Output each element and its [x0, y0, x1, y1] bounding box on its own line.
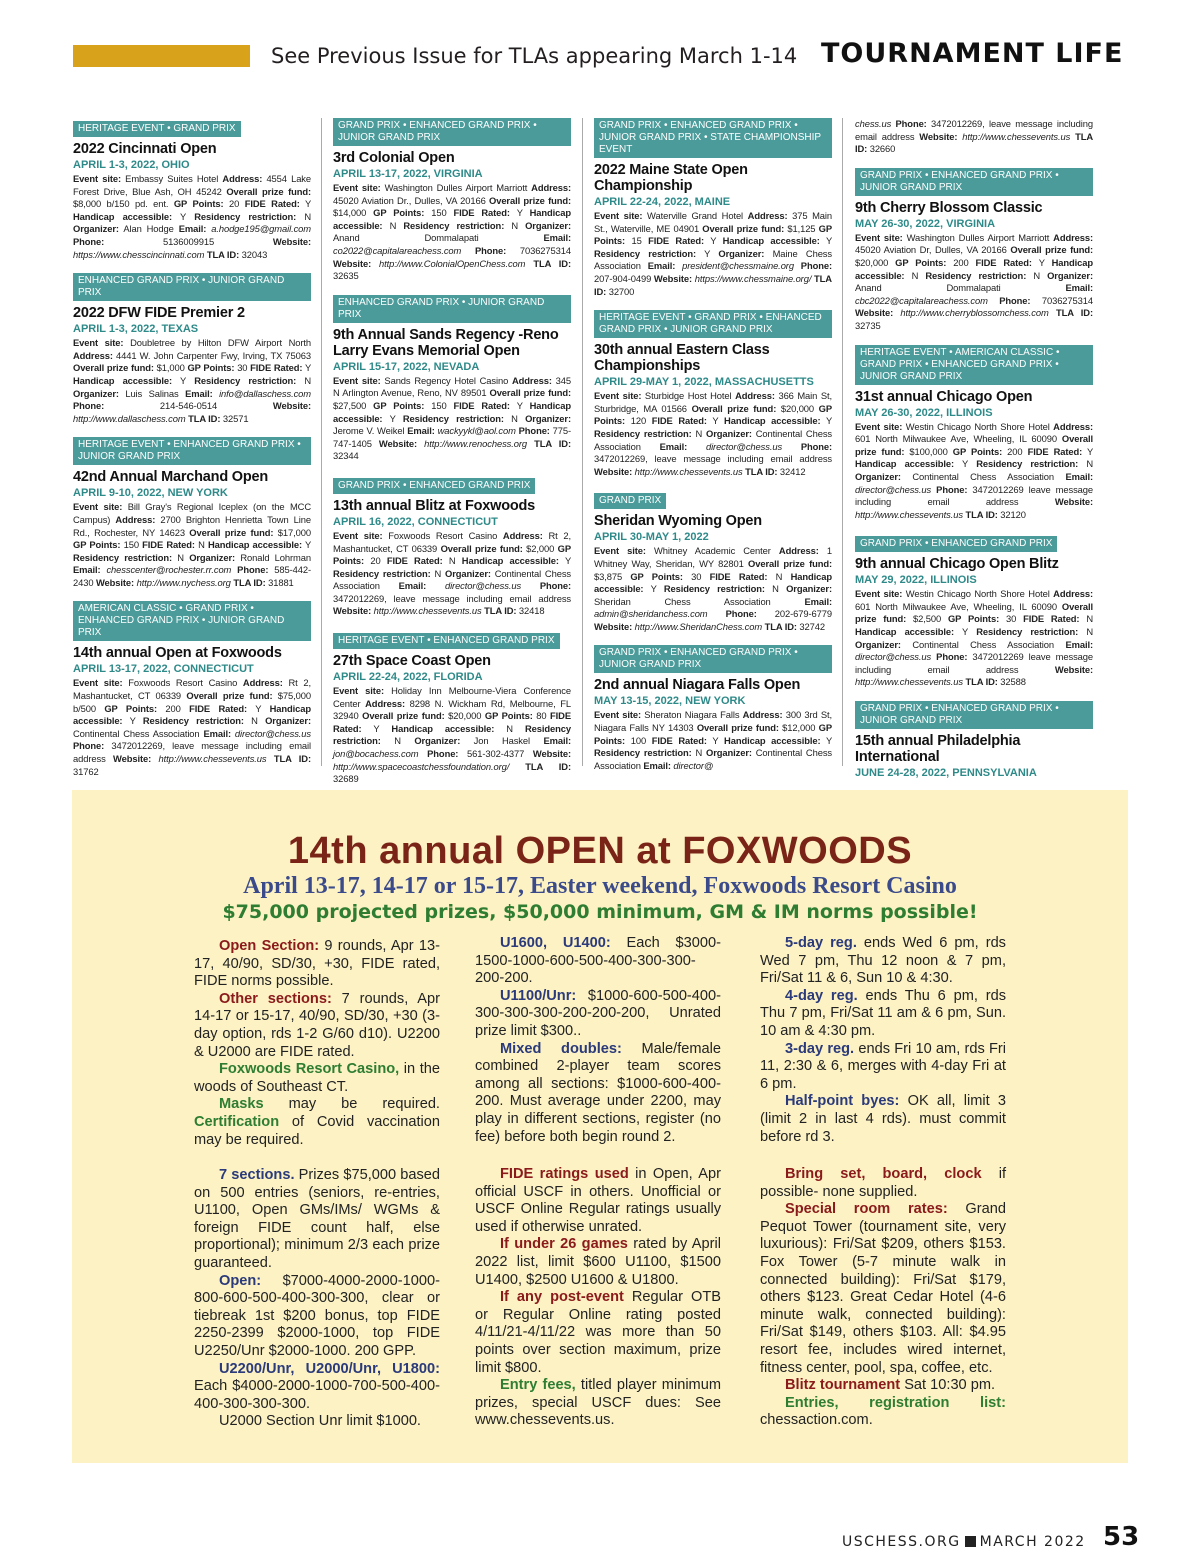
tla-listing — [333, 630, 571, 786]
tla-date: APRIL 1-3, 2022, TEXAS — [73, 323, 199, 336]
column-divider — [321, 118, 322, 766]
tla-date: APRIL 1-3, 2022, OHIO — [73, 159, 190, 171]
tla-title: 27th Space Coast Open — [333, 653, 491, 670]
tla-listing — [855, 701, 1093, 780]
tla-date: MAY 26-30, 2022, ILLINOIS — [855, 406, 993, 419]
footer-issue — [842, 1534, 1086, 1550]
tla-tags: HERITAGE EVENT • GRAND PRIX • ENHANCED GRAND PRIX • JUNIOR GRAND PRIX — [594, 310, 832, 338]
tla-date: APRIL 30-MAY 1, 2022 — [594, 531, 709, 544]
tla-tags: HERITAGE EVENT • GRAND PRIX — [73, 121, 241, 137]
tla-details: Event site: Waterville Grand Hotel Address: 375 Main St., Waterville, ME 04901 Overall prize fund: $1,125 GP Points: 15 FIDE Rated: Y Handicap accessible: Y Residency restriction: Y Organizer: Maine Chess Association Email: president@chessmaine.org Phone: 207-904-0499 Website: https://www.chessmaine.org/ TLA ID: 32700 — [594, 210, 833, 297]
tla-column-3 — [594, 118, 832, 784]
tla-title: 31st annual Chicago Open — [855, 388, 1033, 405]
tla-tags: HERITAGE EVENT • ENHANCED GRAND PRIX • JUNIOR GRAND PRIX — [73, 437, 311, 465]
tla-listing — [333, 295, 571, 463]
tla-details: Event site: Holiday Inn Melbourne-Viera Conference Center Address: 8298 N. Wickham Rd, Melbourne, FL 32940 Overall prize fund: $20,000 GP Points: 80 FIDE Rated: Y Handicap accessible: N Residency restriction: N Organizer: Jon Haskel Email: jon@bocachess.com Phone: 561-302-4377 Website: http://www.spacecoastchessfoundation.org/ TLA ID: 32689 — [333, 685, 572, 785]
ad-title: 14th annual OPEN at FOXWOODS — [287, 830, 913, 872]
tla-listing — [73, 273, 311, 425]
tla-tags: GRAND PRIX • ENHANCED GRAND PRIX — [333, 478, 535, 494]
tla-listing — [73, 437, 311, 589]
tla-date: JUNE 24-28, 2022, PENNSYLVANIA — [855, 767, 1037, 780]
tla-date: APRIL 9-10, 2022, NEW YORK — [73, 487, 228, 500]
tla-title: 9th Cherry Blossom Classic — [855, 199, 1043, 216]
tla-date: APRIL 15-17, 2022, NEVADA — [333, 360, 480, 373]
tla-listing — [855, 118, 1093, 156]
tla-details: Event site: Westin Chicago North Shore Hotel Address: 601 North Milwaukee Ave, Wheeling, IL 60090 Overall prize fund: $2,500 GP Points: 30 FIDE Rated: N Handicap accessible: Y Residency restriction: N Organizer: Continental Chess Association Email: director@chess.us Phone: 3472012269 leave message including email address Website: http://www.chessevents.us TLA ID: 32588 — [855, 588, 1094, 688]
tla-title: 30th annual Eastern Class Championships — [594, 342, 770, 375]
tla-details: Event site: Sands Regency Hotel Casino Address: 345 N Arlington Avenue, Reno, NV 89501 Overall prize fund: $27,500 GP Points: 150 FIDE Rated: Y Handicap accessible: Y Residency restriction: N Organizer: Jerome V. Weikel Email: wackyykl@aol.com Phone: 775-747-1405 Website: http://www.renochess.org TLA ID: 32344 — [333, 374, 572, 462]
tla-details: Event site: Embassy Suites Hotel Address: 4554 Lake Forest Drive, Blue Ash, OH 45242 Overall prize fund: $8,000 b/150 pd. ent. GP Points: 20 FIDE Rated: Y Handicap accessible: Y Residency restriction: N Organizer: Alan Hodge Email: a.hodge195@gmail.com Phone: 5136009915 Website: https://www.chesscincinnati.com TLA ID: 32043 — [73, 173, 312, 260]
ad-col3-bottom: Bring set, board, clock if possible- none supplied. Special room rates: Grand Pequot Tower (tournament site, very luxurious): Fri/Sat $209, others $153. Fox Tower (5-7 minute walk in connected building): Fri/Sat $179, others $123. Great Cedar Hotel (4-6 minute walk, connected building): Fri/Sat $149, others $103. All: $4.95 resort fee, includes wired internet, fitness center, pool, spa, coffee, etc. Blitz tournament Sat 10:30 pm. Entries, registration list: chessaction.com. — [760, 1166, 1006, 1429]
tla-date: APRIL 22-24, 2022, MAINE — [594, 196, 731, 208]
tla-tags: GRAND PRIX • ENHANCED GRAND PRIX • JUNIOR GRAND PRIX — [855, 701, 1093, 729]
tla-details: Event site: Washington Dulles Airport Marriott Address: 45020 Aviation Dr, Dulles, VA 20166 Overall prize fund: $20,000 GP Points: 200 FIDE Rated: Y Handicap accessible: N Residency restriction: N Organizer: Anand Dommalapati Email: cbc2022@capitalareachess.com Phone: 7036275314 Website: http://www.cherryblossomchess.com TLA ID: 32735 — [855, 231, 1094, 331]
tla-date: APRIL 29-MAY 1, 2022, MASSACHUSETTS — [594, 376, 814, 389]
tla-details: Event site: Bill Gray's Regional Iceplex (on the MCC Campus) Address: 2700 Brighton Henrietta Town Line Rd., Rochester, NY 14623 Overall prize fund: $17,000 GP Points: 150 FIDE Rated: N Handicap accessible: Y Residency restriction: N Organizer: Ronald Lohrman Email: chesscenter@rochester.rr.com Phone: 585-442-2430 Website: http://www.nychess.org TLA ID: 31881 — [73, 501, 312, 588]
tla-tags: ENHANCED GRAND PRIX • JUNIOR GRAND PRIX — [73, 273, 311, 301]
ad-col3-top: 5-day reg. ends Wed 6 pm, rds Wed 7 pm, Thu 12 noon & 7 pm, Fri/Sat 11 & 6, Sun 10 & 4:30. 4-day reg. ends Thu 6 pm, rds Thu 7 pm, Fri/Sat 11 am & 6 pm, Sun. 10 am & 4:30 pm. 3-day reg. ends Fri 10 am, rds Fri 11, 2:30 & 6, merges with 4-day Fri at 6 pm. Half-point byes: OK all, limit 3 (limit 2 in last 4 rds). must commit before rd 3. — [760, 935, 1007, 1145]
tla-details: Event site: Whitney Academic Center Address: 1 Whitney Way, Sheridan, WY 82801 Overall prize fund: $3,875 GP Points: 30 FIDE Rated: N Handicap accessible: Y Residency restriction: N Organizer: Sheridan Chess Association Email: admin@sheridanchess.com Phone: 202-679-6779 Website: http://www.SheridanChess.com TLA ID: 32742 — [594, 545, 833, 632]
tla-listing — [333, 118, 571, 283]
header-accent-bar — [73, 45, 250, 67]
tla-column-2 — [333, 118, 571, 798]
tla-details: Event site: Foxwoods Resort Casino Address: Rt 2, Mashantucket, CT 06339 Overall prize fund: $75,000 b/500 GP Points: 200 FIDE Rated: Y Handicap accessible: Y Residency restriction: N Organizer: Continental Chess Association Email: director@chess.us Phone: 3472012269, leave message including email address Website: http://www.chessevents.us TLA ID: 31762 — [73, 677, 312, 777]
square-bullet-icon — [965, 1536, 976, 1547]
ad-prize-line: $75,000 projected prizes, $50,000 minimum, GM & IM norms possible! — [222, 901, 978, 923]
tla-listing — [594, 118, 832, 298]
tla-listing — [333, 475, 571, 618]
ad-col2-top: U1600, U1400: Each $3000-1500-1000-600-500-400-300-300-200-200. U1100/Unr: $1000-600-500-400-300-300-300-200-200-200, Unrated prize limit $300.. Mixed doubles: Male/female combined 2-player team scores among all sections: $1000-600-400-200. Must average under 2200, may play in different sections, register (no fee) before both begin round 2. — [475, 935, 722, 1145]
tla-title: 9th Annual Sands Regency -Reno Larry Evans Memorial Open — [333, 326, 559, 359]
tla-listing — [594, 310, 832, 478]
tla-date: MAY 26-30, 2022, VIRGINIA — [855, 217, 996, 230]
tla-details: Event site: Sturbidge Host Hotel Address: 366 Main St, Sturbridge, MA 01566 Overall prize fund: $20,000 GP Points: 120 FIDE Rated: Y Handicap accessible: Y Residency restriction: N Organizer: Continental Chess Association Email: director@chess.us Phone: 3472012269, leave message including email address Website: http://www.chessevents.us TLA ID: 32412 — [594, 390, 833, 477]
tla-listing — [855, 533, 1093, 689]
tla-listing — [855, 168, 1093, 333]
footer-website: USCHESS.ORG — [842, 1534, 961, 1550]
tla-tags: GRAND PRIX • ENHANCED GRAND PRIX • JUNIOR GRAND PRIX — [594, 645, 832, 673]
ad-subtitle: April 13-17, 14-17 or 15-17, Easter weekend, Foxwoods Resort Casino — [243, 873, 957, 899]
tla-title: 9th annual Chicago Open Blitz — [855, 556, 1059, 573]
tla-date: MAY 29, 2022, ILLINOIS — [855, 574, 977, 587]
tla-title: 15th annual Philadelphia International — [855, 733, 1021, 766]
tla-title: 2022 Cincinnati Open — [73, 141, 217, 157]
tla-title: 13th annual Blitz at Foxwoods — [333, 497, 536, 514]
tla-tags: GRAND PRIX • ENHANCED GRAND PRIX • JUNIOR GRAND PRIX — [855, 168, 1093, 196]
tla-tags: AMERICAN CLASSIC • GRAND PRIX • ENHANCED GRAND PRIX • JUNIOR GRAND PRIX — [73, 601, 311, 641]
tla-title: 3rd Colonial Open — [333, 150, 455, 166]
tla-tags: HERITAGE EVENT • ENHANCED GRAND PRIX — [333, 633, 560, 649]
tla-listing — [594, 645, 832, 772]
tla-date: APRIL 16, 2022, CONNECTICUT — [333, 515, 498, 528]
column-divider — [842, 118, 843, 766]
tla-title: 2022 DFW FIDE Premier 2 — [73, 305, 245, 322]
tla-details: Event site: Sheraton Niagara Falls Address: 300 3rd St, Niagara Falls NY 14303 Overall prize fund: $12,000 GP Points: 100 FIDE Rated: Y Handicap accessible: Y Residency restriction: N Organizer: Continental Chess Association Email: director@ — [594, 709, 833, 771]
tla-date: MAY 13-15, 2022, NEW YORK — [594, 695, 746, 708]
section-title: TOURNAMENT LIFE — [821, 38, 1124, 69]
ad-col2-bottom: FIDE ratings used in Open, Apr official USCF in others. Unofficial or USCF Online Regular ratings usually used if otherwise unrated. If under 26 games rated by April 2022 list, limit $600 U1100, $1500 U1400, $2500 U1600 & U1800. If any post-event Regular OTB or Regular Online rating posted 4/11/21-4/11/22 was more than 50 points over section maximum, prize limit $800. Entry fees, titled player minimum prizes, special USCF dues: See www.chessevents.us. — [475, 1166, 722, 1429]
tla-listing — [594, 490, 832, 633]
tla-tags: GRAND PRIX • ENHANCED GRAND PRIX • JUNIOR GRAND PRIX • STATE CHAMPIONSHIP EVENT — [594, 118, 832, 158]
tla-date: APRIL 13-17, 2022, CONNECTICUT — [73, 663, 254, 676]
tla-details: Event site: Foxwoods Resort Casino Address: Rt 2, Mashantucket, CT 06339 Overall prize fund: $2,000 GP Points: 20 FIDE Rated: N Handicap accessible: Y Residency restriction: N Organizer: Continental Chess Association Email: director@chess.us Phone: 3472012269, leave message including email address Website: http://www.chessevents.us TLA ID: 32418 — [333, 529, 571, 617]
tla-title: 14th annual Open at Foxwoods — [73, 645, 282, 662]
tla-listing — [73, 118, 311, 261]
tla-column-4 — [855, 118, 1093, 792]
tla-tags: GRAND PRIX — [594, 493, 666, 509]
tla-listing — [73, 601, 311, 778]
column-divider — [582, 118, 583, 766]
tla-tags: GRAND PRIX • ENHANCED GRAND PRIX • JUNIOR GRAND PRIX — [333, 118, 571, 146]
tla-listing — [855, 345, 1093, 522]
tla-tags: HERITAGE EVENT • AMERICAN CLASSIC • GRAND PRIX • ENHANCED GRAND PRIX • JUNIOR GRAND PRIX — [855, 345, 1093, 385]
tla-details: Event site: Doubletree by Hilton DFW Airport North Address: 4441 W. John Carpenter Fwy, Irving, TX 75063 Overall prize fund: $1,000 GP Points: 30 FIDE Rated: Y Handicap accessible: Y Residency restriction: N Organizer: Luis Salinas Email: info@dallaschess.com Phone: 214-546-0514 Website: http://www.dallaschess.com TLA ID: 32571 — [73, 337, 312, 424]
tla-title: 2022 Maine State Open Championship — [594, 162, 748, 194]
tla-title: Sheridan Wyoming Open — [594, 513, 762, 530]
tla-tags: ENHANCED GRAND PRIX • JUNIOR GRAND PRIX — [333, 295, 571, 323]
foxwoods-advertisement — [72, 790, 1128, 1463]
header-note: See Previous Issue for TLAs appearing March 1-14 — [271, 44, 798, 68]
tla-details: chess.us Phone: 3472012269, leave message including email address Website: http://www.chessevents.us TLA ID: 32660 — [855, 118, 1093, 155]
ad-col1-top: Open Section: 9 rounds, Apr 13-17, 40/90, SD/30, +30, FIDE rated, FIDE norms possible. Other sections: 7 rounds, Apr 14-17 or 15-17, 40/90, SD/30, +30 (3-day option, rds 1-2 G/60 d10). U2200 & U2000 are FIDE rated. Foxwoods Resort Casino, in the woods of Southeast CT. Masks may be required. Certification of Covid vaccination may be required. — [194, 938, 440, 1148]
tla-title: 2nd annual Niagara Falls Open — [594, 677, 801, 694]
tla-date: APRIL 13-17, 2022, VIRGINIA — [333, 168, 483, 180]
tla-date: APRIL 22-24, 2022, FLORIDA — [333, 671, 483, 684]
tla-tags: GRAND PRIX • ENHANCED GRAND PRIX — [855, 536, 1057, 552]
tla-details: Event site: Washington Dulles Airport Marriott Address: 45020 Aviation Dr., Dulles, VA 20166 Overall prize fund: $14,000 GP Points: 150 FIDE Rated: Y Handicap accessible: N Residency restriction: N Organizer: Anand Dommalapati Email: co2022@capitalareachess.com Phone: 7036275314 Website: http://www.ColonialOpenChess.com TLA ID: 32635 — [333, 182, 572, 282]
tla-details: Event site: Westin Chicago North Shore Hotel Address: 601 North Milwaukee Ave, Wheeling, IL 60090 Overall prize fund: $100,000 GP Points: 200 FIDE Rated: Y Handicap accessible: Y Residency restriction: N Organizer: Continental Chess Association Email: director@chess.us Phone: 3472012269 leave message including email address Website: http://www.chessevents.us TLA ID: 32120 — [855, 420, 1094, 520]
footer-date: MARCH 2022 — [979, 1534, 1086, 1550]
page-number: 53 — [1103, 1522, 1140, 1552]
ad-col1-bottom: 7 sections. Prizes $75,000 based on 500 entries (seniors, re-entries, U1100, Open GMs/IMs/ WGMs & foreign FIDE count half, else proportional); minimum 2/3 each prize guaranteed. Open: $7000-4000-2000-1000-800-600-500-400-300-300, clear or tiebreak 1st $200 bonus, top FIDE 2250-2399 $2000-1000, top FIDE U2250/Unr $2000-1000. 200 GPP. U2200/Unr, U2000/Unr, U1800: Each $4000-2000-1000-700-500-400-400-300-300-300. U2000 Section Unr limit $1000. — [194, 1167, 441, 1430]
tla-title: 42nd Annual Marchand Open — [73, 469, 269, 486]
tla-column-1 — [73, 118, 311, 790]
